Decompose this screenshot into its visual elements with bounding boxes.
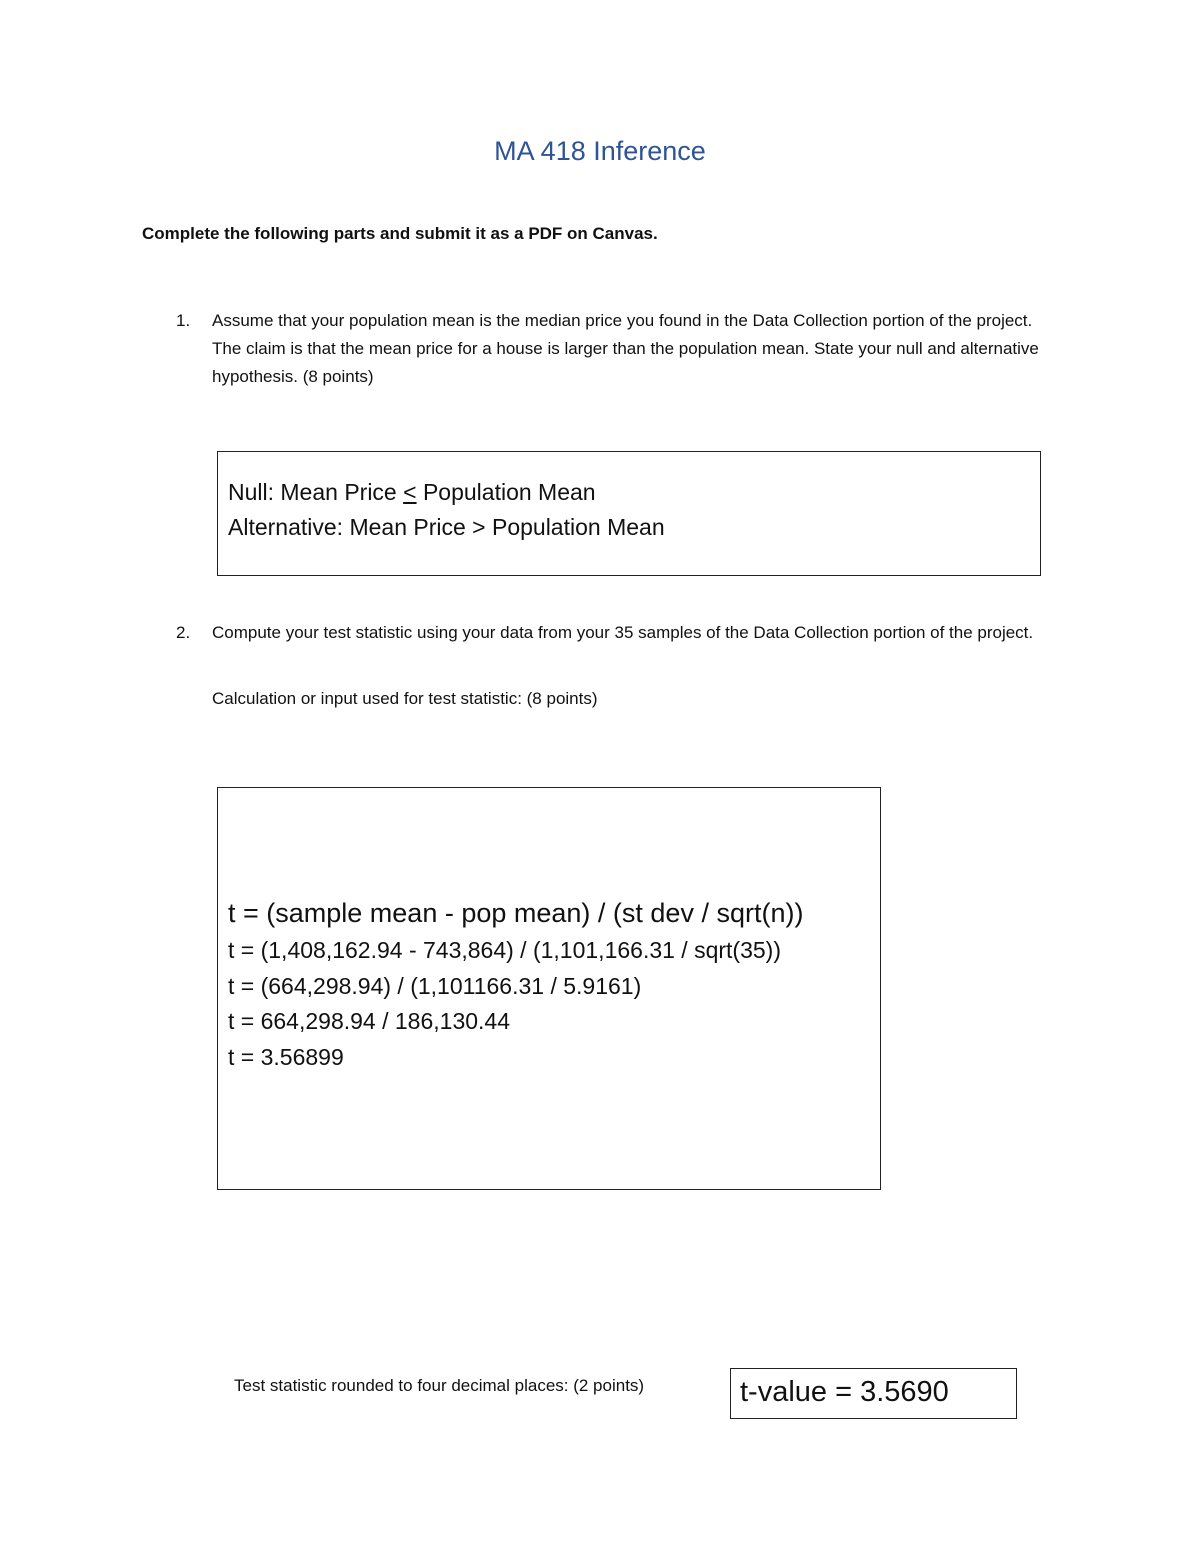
final-answer-prompt: Test statistic rounded to four decimal places: (2 points) bbox=[234, 1376, 645, 1395]
question-number: 2. bbox=[176, 623, 191, 642]
null-prefix: Null: Mean Price bbox=[228, 479, 404, 505]
calculation-answer-box bbox=[217, 787, 881, 1190]
question-2 bbox=[176, 619, 1076, 679]
calculation-line: t = 3.56899 bbox=[228, 1044, 344, 1070]
document-title: MA 418 Inference bbox=[494, 136, 706, 166]
calculation-prompt: Calculation or input used for test statistic: (8 points) bbox=[212, 689, 598, 708]
null-hypothesis bbox=[228, 479, 596, 506]
question-1 bbox=[176, 307, 1076, 397]
instructions: Complete the following parts and submit it as a PDF on Canvas. bbox=[142, 224, 658, 243]
calculation-line: t = (1,408,162.94 - 743,864) / (1,101,166.31 / sqrt(35)) bbox=[228, 937, 781, 963]
question-number: 1. bbox=[176, 311, 191, 330]
final-answer-box bbox=[730, 1368, 1017, 1419]
hypothesis-answer-box bbox=[217, 451, 1041, 576]
question-text: Assume that your population mean is the median price you found in the Data Collection portion of the project. The claim is that the mean price for a house is larger than the population mean. State your null and alternative hypothesis. (8 points) bbox=[212, 311, 1039, 386]
less-equal-symbol: < bbox=[403, 479, 417, 505]
question-text: Compute your test statistic using your data from your 35 samples of the Data Collection portion of the project. bbox=[212, 623, 1034, 642]
calculation-line: t = 664,298.94 / 186,130.44 bbox=[228, 1008, 510, 1034]
t-value: t-value = 3.5690 bbox=[740, 1376, 949, 1408]
calculation-line: t = (sample mean - pop mean) / (st dev / sqrt(n)) bbox=[228, 898, 804, 928]
calculation-line: t = (664,298.94) / (1,101166.31 / 5.9161) bbox=[228, 973, 642, 999]
alternative-hypothesis: Alternative: Mean Price > Population Mean bbox=[228, 514, 665, 540]
null-suffix: Population Mean bbox=[416, 479, 596, 505]
